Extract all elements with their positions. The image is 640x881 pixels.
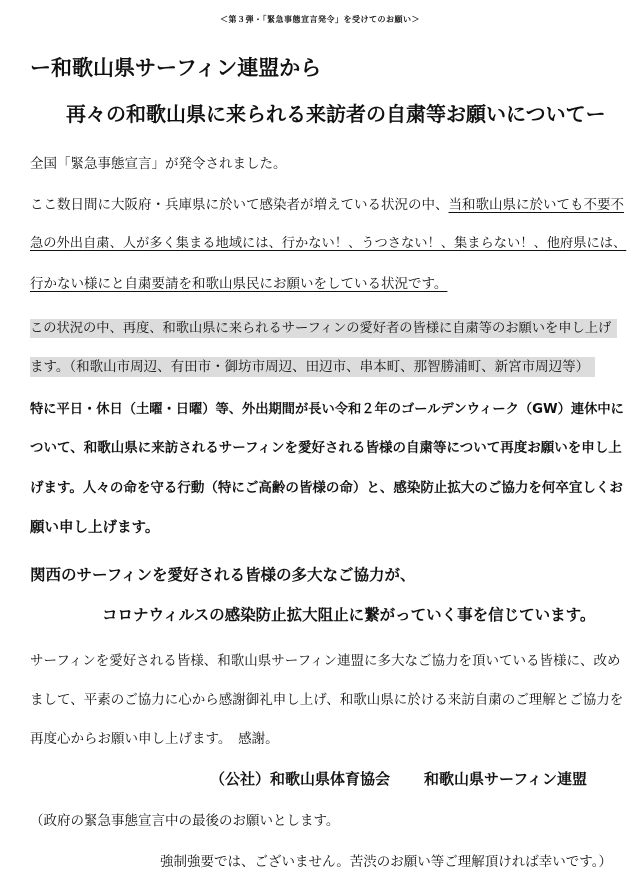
- signature-org-1: （公社）和歌山県体育協会: [210, 770, 391, 788]
- emphasis-line-1: 関西のサーフィンを愛好される皆様の多大なご協力が、: [30, 566, 416, 584]
- para1-line-3: 行かない様にと自粛要請を和歌山県民にお願いをしている状況です。: [30, 276, 448, 292]
- thanks-line-2: まして、平素のご協力に心から感謝御礼申し上げ、和歌山県に於ける来訪自粛のご理解とご協力を: [30, 692, 624, 708]
- para1-line-1-text: ここ数日間に大阪府・兵庫県に於いて感染者が増えている状況の中、当和歌山県に於いても不要不: [30, 197, 624, 213]
- intro-text: 全国「緊急事態宣言」が発令されました。: [30, 156, 287, 172]
- para2-line-2: [30, 355, 595, 375]
- footer-note-2: 強制強要では、ございません。苦渋のお願い等ご理解頂ければ幸いです。）: [160, 854, 612, 870]
- footer-note-1: （政府の緊急事態宣言中の最後のお願いとします。: [30, 813, 340, 829]
- para3-line-1: 特に平日・休日（土曜・日曜）等、外出期間が長い令和２年のゴールデンウィーク（GW）連休中に: [30, 402, 624, 417]
- para3-line-3: げます。人々の命を守る行動（特にご高齢の皆様の命）と、感染防止拡大のご協力を何卒宜しくお: [30, 480, 623, 496]
- subtitle-line-1: ー和歌山県サーフィン連盟から: [30, 55, 322, 80]
- para2-line-2-highlight: ます。（和歌山市周辺、有田市・御坊市周辺、田辺市、串本町、那智勝浦町、新宮市周辺等）: [30, 357, 595, 377]
- subtitle-line-2: 再々の和歌山県に来られる来訪者の自粛等お願いについてー: [66, 102, 606, 126]
- para1-line-2: 急の外出自粛、人が多く集まる地域には、行かない！、うつさない！、集まらない！、他府県には、: [30, 236, 627, 251]
- para2-line-1: [30, 317, 617, 336]
- para1-line-1: [30, 193, 624, 213]
- para3-line-4: 願い申し上げます。: [30, 520, 160, 536]
- para2-line-1-highlight: この状況の中、再度、和歌山県に来られるサーフィンの愛好者の皆様に自粛等のお願いを申し上げ: [30, 319, 617, 338]
- signature-org-2: 和歌山県サーフィン連盟: [424, 770, 588, 788]
- document-title: ＜第３弾・「緊急事態宣言発令」を受けてのお願い＞: [220, 14, 420, 24]
- para3-line-2: ついて、和歌山県に来訪されるサーフィンを愛好される皆様の自粛等について再度お願いを申し上: [30, 440, 622, 456]
- emphasis-line-2: コロナウィルスの感染防止拡大阻止に繋がっていく事を信じています。: [102, 606, 596, 624]
- thanks-line-3: 再度心からお願い申し上げます。 感謝。: [30, 731, 279, 747]
- thanks-line-1: サーフィンを愛好される皆様、和歌山県サーフィン連盟に多大なご協力を頂いている皆様に、改め: [30, 653, 621, 669]
